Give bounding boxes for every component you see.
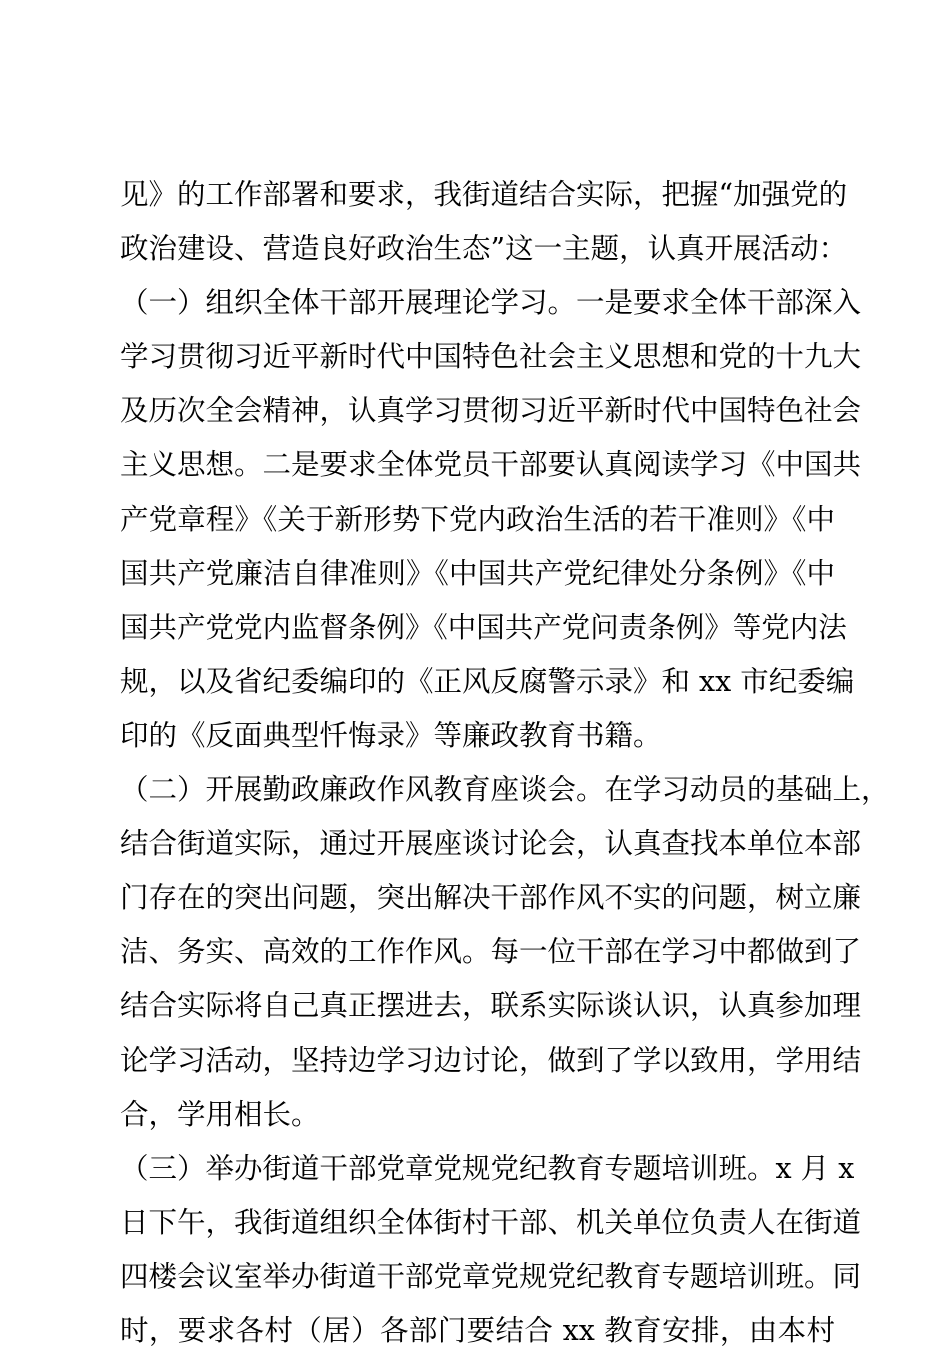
- text-line: 日下午，我街道组织全体街村干部、机关单位负责人在街道: [120, 1205, 862, 1239]
- text-line: 国共产党党内监督条例》《中国共产党问责条例》等党内法: [120, 610, 847, 644]
- text-line: 产党章程》《关于新形势下党内政治生活的若干准则》《中: [120, 502, 835, 536]
- text-line: 门存在的突出问题，突出解决干部作风不实的问题，树立廉: [120, 881, 862, 915]
- section-heading-line: （三）举办街道干部党章党规党纪教育专题培训班。x 月 x: [120, 1151, 855, 1185]
- text-line: 印的《反面典型忏悔录》等廉政教育书籍。: [120, 718, 662, 752]
- text-line: 结合街道实际，通过开展座谈讨论会，认真查找本单位本部: [120, 827, 862, 861]
- text-line: 主义思想。二是要求全体党员干部要认真阅读学习《中国共: [120, 448, 862, 482]
- text-line: 洁、务实、高效的工作作风。每一位干部在学习中都做到了: [120, 935, 862, 969]
- body-text: [120, 168, 890, 1358]
- text-line: 及历次全会精神，认真学习贯彻习近平新时代中国特色社会: [120, 394, 862, 428]
- text-line: 四楼会议室举办街道干部党章党规党纪教育专题培训班。同: [120, 1259, 862, 1293]
- text-line: 时，要求各村（居）各部门要结合 xx 教育安排，由本村: [120, 1313, 835, 1347]
- text-line: 合，学用相长。: [120, 1097, 320, 1131]
- section-heading-line: （二）开展勤政廉政作风教育座谈会。在学习动员的基础上，: [120, 773, 890, 807]
- text-line: 政治建设、营造良好政治生态”这一主题，认真开展活动：: [120, 232, 848, 266]
- text-line: 学习贯彻习近平新时代中国特色社会主义思想和党的十九大: [120, 340, 862, 374]
- section-heading-line: （一）组织全体干部开展理论学习。一是要求全体干部深入: [120, 286, 862, 320]
- text-line: 见》的工作部署和要求，我街道结合实际，把握“加强党的: [120, 178, 848, 211]
- text-line: 规，以及省纪委编印的《正风反腐警示录》和 xx 市纪委编: [120, 664, 855, 698]
- text-line: 结合实际将自己真正摆进去，联系实际谈认识，认真参加理: [120, 989, 862, 1023]
- text-line: 国共产党廉洁自律准则》《中国共产党纪律处分条例》《中: [120, 556, 835, 590]
- text-line: 论学习活动，坚持边学习边讨论，做到了学以致用，学用结: [120, 1043, 862, 1077]
